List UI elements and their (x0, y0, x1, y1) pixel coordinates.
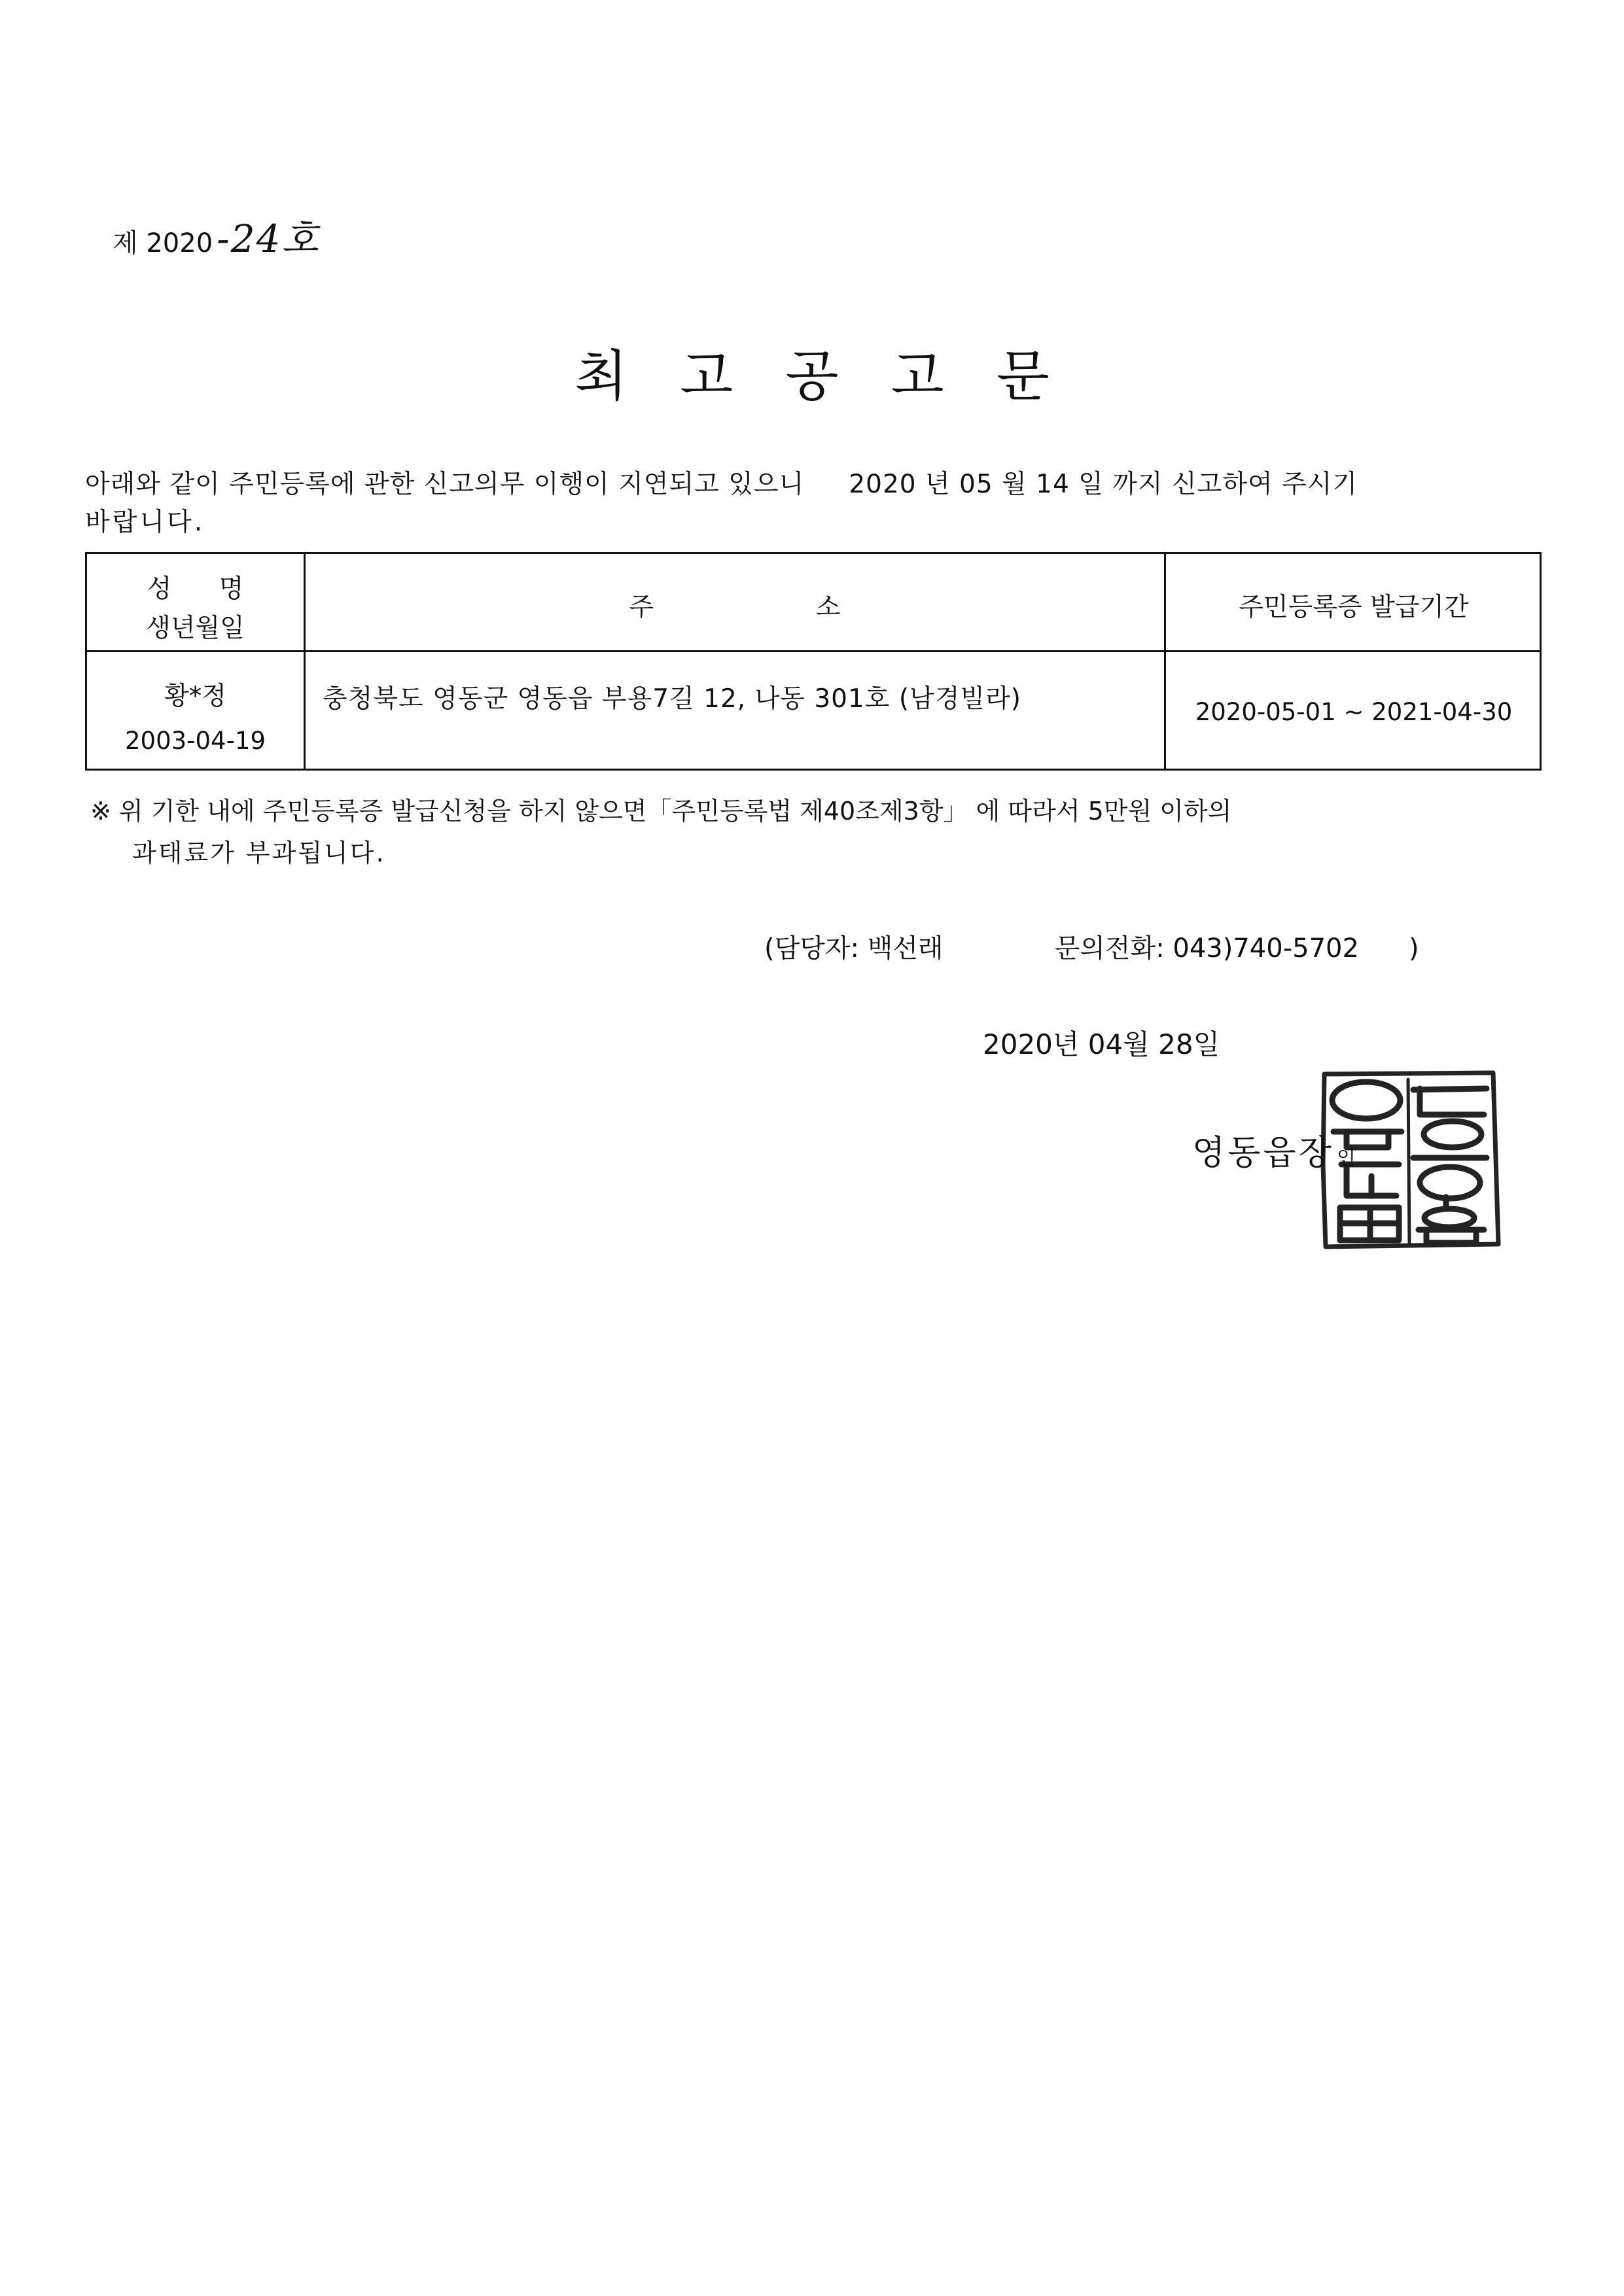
footnote-line2: 과태료가 부과됩니다. (132, 839, 386, 867)
contact-info (764, 928, 1419, 965)
contact-person: (담당자: 백선래 (764, 933, 944, 964)
row-name: 황*정 (164, 682, 226, 711)
footnote-line1: ※ 위 기한 내에 주민등록증 발급신청을 하지 않으면「주민등록법 제40조제3항」 에 따라서 5만원 이하의 (90, 797, 1232, 826)
official-seal-icon (1315, 1066, 1505, 1256)
intro-text-part1: 아래와 같이 주민등록에 관한 신고의무 이행이 지연되고 있으니 (85, 470, 805, 499)
contact-close: ) (1408, 933, 1419, 964)
intro-paragraph (85, 466, 1551, 542)
row-address: 충청북도 영동군 영동읍 부용7길 12, 나동 301호 (남경빌라) (323, 684, 1021, 714)
document-number (113, 208, 320, 263)
header-name: 성 명 (147, 574, 264, 604)
issuer-text: 영동읍장 (1192, 1134, 1334, 1173)
document-title: 최고공고문 (574, 344, 1102, 408)
document-number-prefix: 제 2020 (113, 228, 213, 258)
document-number-handwritten: -24호 (217, 217, 320, 261)
row-birthdate: 2003-04-19 (124, 727, 266, 755)
notice-table (85, 552, 1542, 771)
header-address: 주 소 (629, 593, 841, 622)
intro-deadline: 2020 년 05 월 14 일 까지 신고하여 주시기 (849, 470, 1358, 499)
seal-mark-text: 인 (1336, 1147, 1356, 1170)
header-issue-period: 주민등록증 발급기간 (1239, 593, 1469, 622)
issue-date: 2020년 04월 28일 (983, 1028, 1220, 1060)
intro-text-line2: 바랍니다. (85, 508, 205, 537)
seal-text: 영동읍장인 (1408, 1255, 1412, 1256)
contact-phone: 문의전화: 043)740-5702 (1054, 933, 1359, 964)
footnote (90, 790, 1231, 874)
row-issue-period: 2020-05-01 ~ 2021-04-30 (1195, 698, 1513, 726)
header-birthdate: 생년월일 (146, 614, 245, 643)
